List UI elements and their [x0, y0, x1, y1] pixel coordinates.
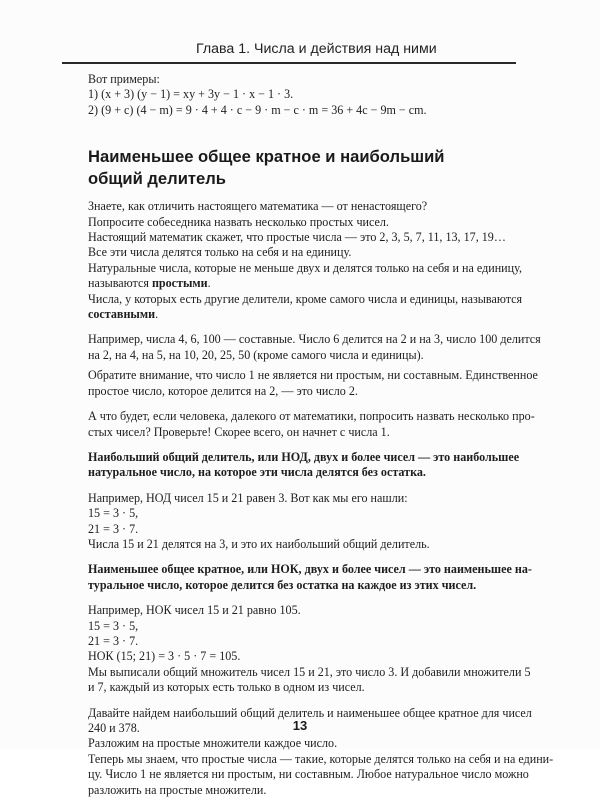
- paragraph-line: разложить на простые множители.: [88, 782, 267, 797]
- example-line: Например, НОД чисел 15 и 21 равен 3. Вот как мы его нашли:: [88, 490, 408, 505]
- paragraph-line: Давайте найдем наибольший общий делитель и наименьшее общее кратное для чисел: [88, 705, 532, 720]
- paragraph-line: Разложим на простые множители каждое число.: [88, 736, 338, 751]
- definition-gcd-line: Наибольший общий делитель, или НОД, двух и более чисел — это наибольшее: [88, 449, 520, 464]
- text-span: называются: [88, 276, 152, 291]
- spacer: [88, 696, 506, 706]
- example-line: 1) (x + 3) (y − 1) = xy + 3y − 1 · x − 1 · 3.: [88, 87, 294, 102]
- page-body: [88, 72, 554, 798]
- paragraph-line: простое число, которое делится на 2, — это число 2.: [88, 383, 358, 398]
- header-rule: [62, 62, 516, 64]
- spacer: [88, 593, 506, 603]
- paragraph-line: [88, 307, 506, 322]
- example-line: Например, НОК чисел 15 и 21 равно 105.: [88, 603, 301, 618]
- paragraph-line: Знаете, как отличить настоящего математика — от ненастоящего?: [88, 199, 428, 214]
- paragraph-line: Все эти числа делятся только на себя и на единицу.: [88, 245, 352, 260]
- spacer: [88, 440, 506, 450]
- term-composite: составными: [88, 307, 156, 322]
- paragraph-line: Настоящий математик скажет, что простые числа — это 2, 3, 5, 7, 11, 13, 17, 19…: [88, 230, 506, 245]
- paragraph-line: стых чисел? Проверьте! Скорее всего, он начнет с числа 1.: [88, 424, 390, 439]
- spacer: [88, 399, 506, 409]
- paragraph-line: Попросите собеседника назвать несколько простых чисел.: [88, 214, 389, 229]
- definition-lcm-line: Наименьшее общее кратное, или НОК, двух и более чисел — это наименьшее на-: [88, 562, 532, 577]
- paragraph-line: Теперь мы знаем, что простые числа — такие, которые делятся только на себя и на едини-: [88, 751, 554, 766]
- section-title-line: Наименьшее общее кратное и наибольший: [88, 147, 445, 167]
- paragraph-line: Обратите внимание, что число 1 не является ни простым, ни составным. Единственное: [88, 368, 538, 383]
- example-line: и 7, каждый из которых есть только в одном из чисел.: [88, 680, 365, 695]
- spacer: [88, 322, 506, 332]
- paragraph-line: на 2, на 4, на 5, на 10, 20, 25, 50 (кроме самого числа и единицы).: [88, 347, 424, 362]
- example-line: 2) (9 + c) (4 − m) = 9 · 4 + 4 · c − 9 · m − c · m = 36 + 4c − 9m − cm.: [88, 102, 427, 117]
- paragraph-line: Натуральные числа, которые не меньше двух и делятся только на себя и на единицу,: [88, 260, 522, 275]
- page-number: 13: [292, 718, 308, 733]
- examples-title: Вот примеры:: [88, 72, 160, 86]
- example-line: Мы выписали общий множитель чисел 15 и 21, это число 3. И добавили множители 5: [88, 664, 531, 679]
- spacer: [88, 481, 506, 491]
- paragraph-line: цу. Число 1 не является ни простым, ни составным. Любое натуральное число можно: [88, 767, 529, 782]
- paragraph-line: 240 и 378.: [88, 721, 140, 735]
- paragraph-line: [88, 276, 506, 291]
- text-span: .: [155, 307, 159, 322]
- example-line: Числа 15 и 21 делятся на 3, и это их наибольший общий делитель.: [88, 536, 430, 551]
- paragraph-line: А что будет, если человека, далекого от математики, попросить назвать несколько про-: [88, 409, 535, 424]
- section-title-line: общий делитель: [88, 169, 227, 189]
- example-line: 21 = 3 · 7.: [88, 521, 139, 536]
- term-prime: простыми: [151, 276, 208, 291]
- example-line: 15 = 3 · 5,: [88, 506, 139, 521]
- definition-lcm-line: туральное число, которое делится без остатка на каждое из этих чисел.: [88, 577, 477, 592]
- running-title: Глава 1. Числа и действия над ними: [196, 41, 437, 57]
- paragraph-line: Например, числа 4, 6, 100 — составные. Число 6 делится на 2 и на 3, число 100 делится: [88, 332, 541, 347]
- section-title: [88, 146, 506, 190]
- example-line: НОК (15; 21) = 3 · 5 · 7 = 105.: [88, 649, 241, 664]
- definition-gcd-line: натуральное число, на которое эти числа делятся без остатка.: [88, 465, 426, 480]
- text-span: .: [207, 276, 211, 291]
- example-line: 15 = 3 · 5,: [88, 618, 139, 633]
- spacer: [88, 552, 506, 562]
- example-line: 21 = 3 · 7.: [88, 633, 139, 648]
- paragraph-line: Числа, у которых есть другие делители, кроме самого числа и единицы, называются: [88, 291, 523, 306]
